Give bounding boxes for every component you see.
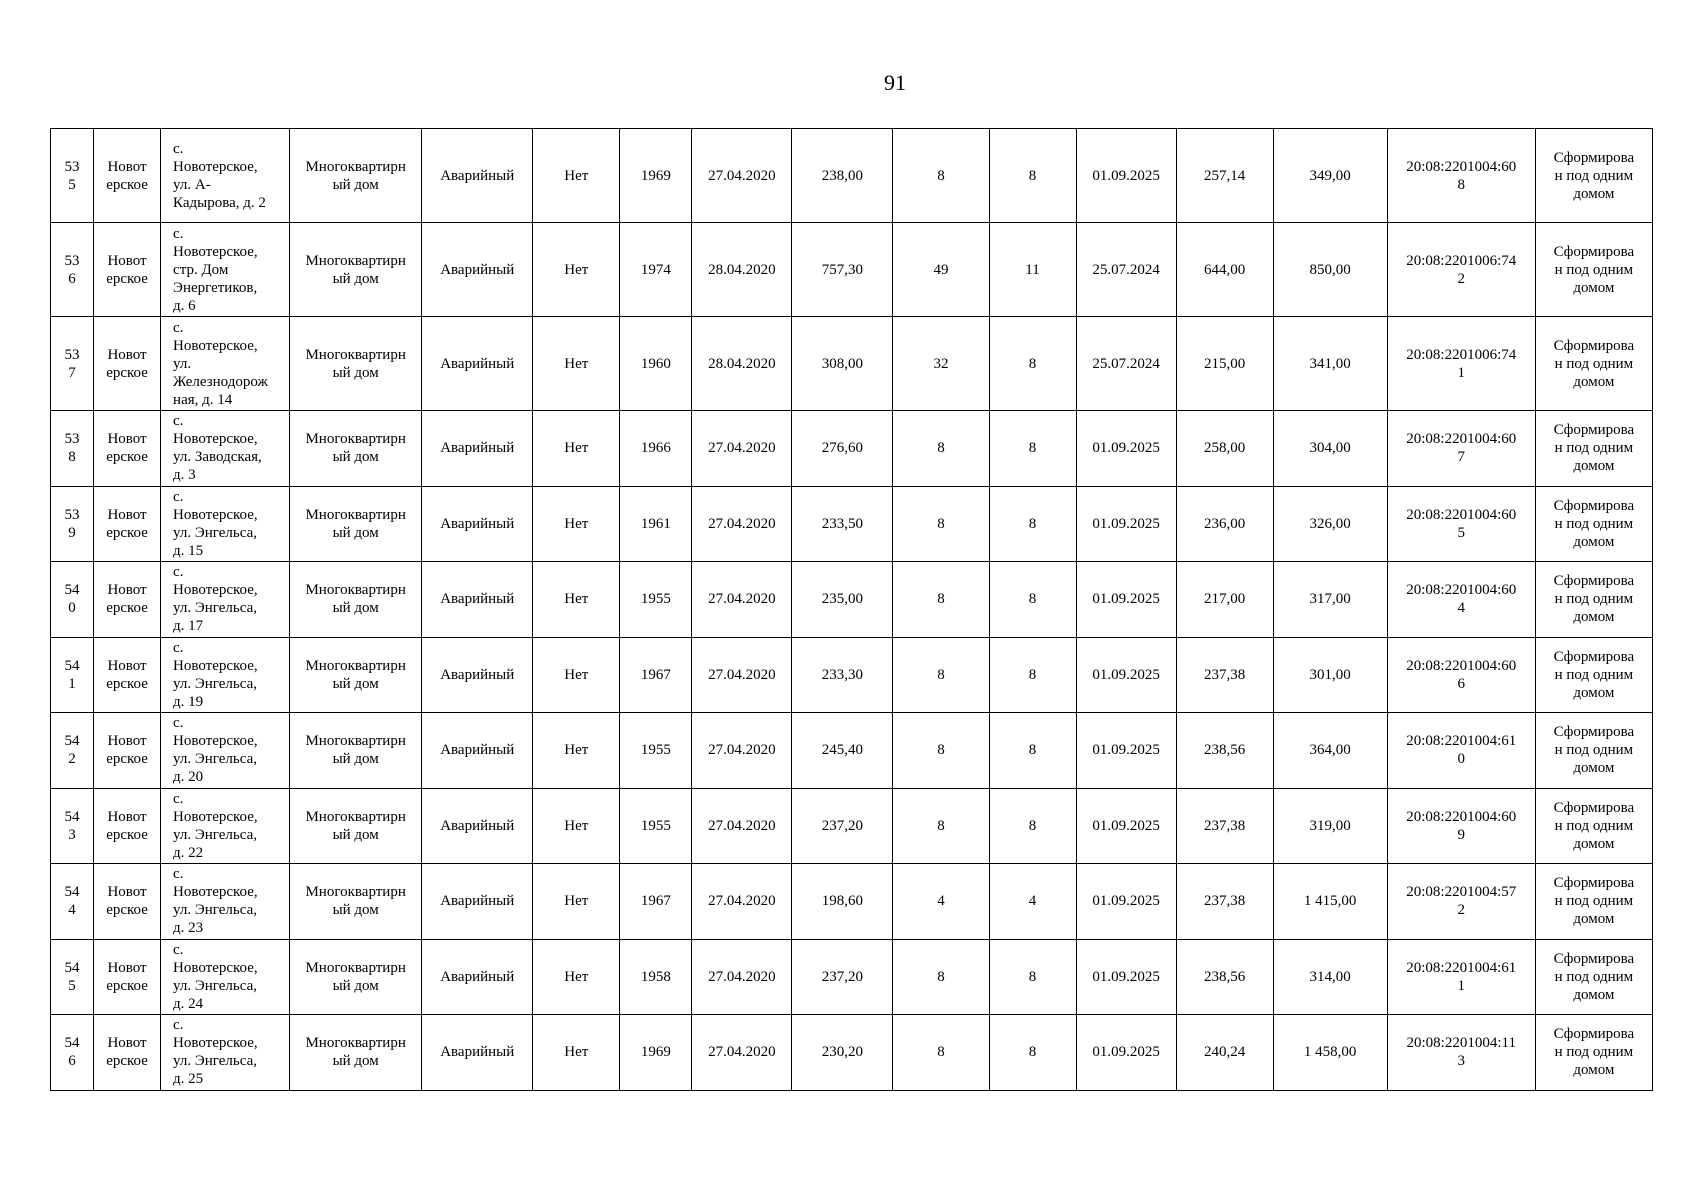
cell-resettled-area: 215,00 — [1176, 317, 1273, 411]
cell-settlement: Новот ерское — [94, 411, 161, 487]
cell-condition: Аварийный — [422, 317, 533, 411]
cell-address: с. Новотерское, ул. Энгельса, д. 25 — [161, 1015, 290, 1091]
cell-row-number: 54 4 — [51, 864, 94, 940]
cell-land-area: 1 458,00 — [1273, 1015, 1387, 1091]
cell-formation-note: Сформирова н под одним домом — [1535, 788, 1652, 864]
cell-residents: 32 — [893, 317, 989, 411]
cell-formation-note: Сформирова н под одним домом — [1535, 486, 1652, 562]
table-row — [51, 637, 1653, 713]
cell-land-area: 326,00 — [1273, 486, 1387, 562]
cell-build-year: 1966 — [620, 411, 692, 487]
cell-cadastral-number: 20:08:2201004:60 7 — [1387, 411, 1535, 487]
cell-address: с. Новотерское, стр. Дом Энергетиков, д. 6 — [161, 223, 290, 317]
cell-build-year: 1955 — [620, 562, 692, 638]
cell-formation-note: Сформирова н под одним домом — [1535, 562, 1652, 638]
cell-settlement: Новот ерское — [94, 864, 161, 940]
cell-resettled-area: 240,24 — [1176, 1015, 1273, 1091]
cell-cadastral-number: 20:08:2201006:74 1 — [1387, 317, 1535, 411]
cell-resettlement-date: 25.07.2024 — [1076, 317, 1176, 411]
cell-flag: Нет — [533, 129, 620, 223]
cell-building-type: Многоквартирн ый дом — [290, 1015, 422, 1091]
cell-area: 233,50 — [792, 486, 893, 562]
cell-flag: Нет — [533, 788, 620, 864]
cell-resettled-area: 258,00 — [1176, 411, 1273, 487]
cell-residents: 8 — [893, 129, 989, 223]
cell-building-type: Многоквартирн ый дом — [290, 223, 422, 317]
cell-settlement: Новот ерское — [94, 129, 161, 223]
cell-apartments: 8 — [989, 1015, 1076, 1091]
cell-condition: Аварийный — [422, 939, 533, 1015]
cell-condition: Аварийный — [422, 486, 533, 562]
cell-formation-note: Сформирова н под одним домом — [1535, 411, 1652, 487]
cell-area: 230,20 — [792, 1015, 893, 1091]
cell-building-type: Многоквартирн ый дом — [290, 637, 422, 713]
cell-area: 198,60 — [792, 864, 893, 940]
cell-land-area: 1 415,00 — [1273, 864, 1387, 940]
cell-settlement: Новот ерское — [94, 713, 161, 789]
cell-recognition-date: 27.04.2020 — [692, 637, 792, 713]
cell-condition: Аварийный — [422, 864, 533, 940]
cell-cadastral-number: 20:08:2201004:60 4 — [1387, 562, 1535, 638]
cell-flag: Нет — [533, 939, 620, 1015]
cell-apartments: 8 — [989, 411, 1076, 487]
cell-row-number: 53 6 — [51, 223, 94, 317]
cell-recognition-date: 28.04.2020 — [692, 223, 792, 317]
cell-build-year: 1969 — [620, 1015, 692, 1091]
cell-build-year: 1958 — [620, 939, 692, 1015]
cell-formation-note: Сформирова н под одним домом — [1535, 713, 1652, 789]
cell-area: 245,40 — [792, 713, 893, 789]
cell-building-type: Многоквартирн ый дом — [290, 788, 422, 864]
cell-build-year: 1969 — [620, 129, 692, 223]
cell-residents: 8 — [893, 1015, 989, 1091]
cell-formation-note: Сформирова н под одним домом — [1535, 317, 1652, 411]
cell-build-year: 1960 — [620, 317, 692, 411]
cell-condition: Аварийный — [422, 223, 533, 317]
cell-resettlement-date: 01.09.2025 — [1076, 411, 1176, 487]
cell-building-type: Многоквартирн ый дом — [290, 864, 422, 940]
cell-resettled-area: 237,38 — [1176, 788, 1273, 864]
cell-residents: 49 — [893, 223, 989, 317]
cell-apartments: 8 — [989, 486, 1076, 562]
cell-apartments: 8 — [989, 317, 1076, 411]
cell-area: 276,60 — [792, 411, 893, 487]
cell-address: с. Новотерское, ул. Энгельса, д. 24 — [161, 939, 290, 1015]
cell-resettlement-date: 25.07.2024 — [1076, 223, 1176, 317]
cell-apartments: 4 — [989, 864, 1076, 940]
cell-area: 757,30 — [792, 223, 893, 317]
cell-apartments: 8 — [989, 939, 1076, 1015]
cell-flag: Нет — [533, 317, 620, 411]
cell-row-number: 53 8 — [51, 411, 94, 487]
cell-recognition-date: 27.04.2020 — [692, 129, 792, 223]
cell-row-number: 54 0 — [51, 562, 94, 638]
cell-address: с. Новотерское, ул. Энгельса, д. 20 — [161, 713, 290, 789]
cell-land-area: 349,00 — [1273, 129, 1387, 223]
cell-cadastral-number: 20:08:2201004:61 1 — [1387, 939, 1535, 1015]
table-row — [51, 129, 1653, 223]
cell-apartments: 11 — [989, 223, 1076, 317]
cell-cadastral-number: 20:08:2201004:57 2 — [1387, 864, 1535, 940]
cell-flag: Нет — [533, 864, 620, 940]
cell-address: с. Новотерское, ул. Железнодорож ная, д. 14 — [161, 317, 290, 411]
cell-address: с. Новотерское, ул. Заводская, д. 3 — [161, 411, 290, 487]
cell-cadastral-number: 20:08:2201004:60 6 — [1387, 637, 1535, 713]
cell-condition: Аварийный — [422, 637, 533, 713]
cell-condition: Аварийный — [422, 713, 533, 789]
cell-residents: 8 — [893, 713, 989, 789]
cell-area: 238,00 — [792, 129, 893, 223]
cell-settlement: Новот ерское — [94, 788, 161, 864]
cell-address: с. Новотерское, ул. Энгельса, д. 15 — [161, 486, 290, 562]
cell-residents: 8 — [893, 939, 989, 1015]
cell-row-number: 53 7 — [51, 317, 94, 411]
cell-residents: 8 — [893, 562, 989, 638]
cell-cadastral-number: 20:08:2201006:74 2 — [1387, 223, 1535, 317]
cell-condition: Аварийный — [422, 788, 533, 864]
cell-building-type: Многоквартирн ый дом — [290, 486, 422, 562]
cell-residents: 4 — [893, 864, 989, 940]
cell-resettled-area: 238,56 — [1176, 713, 1273, 789]
cell-recognition-date: 27.04.2020 — [692, 864, 792, 940]
table-row — [51, 223, 1653, 317]
cell-recognition-date: 27.04.2020 — [692, 1015, 792, 1091]
cell-resettlement-date: 01.09.2025 — [1076, 864, 1176, 940]
cell-area: 237,20 — [792, 788, 893, 864]
cell-recognition-date: 27.04.2020 — [692, 486, 792, 562]
cell-recognition-date: 27.04.2020 — [692, 788, 792, 864]
cell-cadastral-number: 20:08:2201004:60 8 — [1387, 129, 1535, 223]
cell-flag: Нет — [533, 1015, 620, 1091]
cell-build-year: 1967 — [620, 637, 692, 713]
cell-flag: Нет — [533, 637, 620, 713]
cell-recognition-date: 27.04.2020 — [692, 562, 792, 638]
cell-address: с. Новотерское, ул. Энгельса, д. 17 — [161, 562, 290, 638]
cell-resettlement-date: 01.09.2025 — [1076, 939, 1176, 1015]
cell-recognition-date: 27.04.2020 — [692, 411, 792, 487]
table-row — [51, 788, 1653, 864]
cell-land-area: 850,00 — [1273, 223, 1387, 317]
cell-area: 308,00 — [792, 317, 893, 411]
cell-condition: Аварийный — [422, 129, 533, 223]
cell-apartments: 8 — [989, 562, 1076, 638]
cell-cadastral-number: 20:08:2201004:61 0 — [1387, 713, 1535, 789]
cell-area: 237,20 — [792, 939, 893, 1015]
cell-building-type: Многоквартирн ый дом — [290, 713, 422, 789]
cell-address: с. Новотерское, ул. Энгельса, д. 22 — [161, 788, 290, 864]
cell-cadastral-number: 20:08:2201004:60 5 — [1387, 486, 1535, 562]
cell-build-year: 1967 — [620, 864, 692, 940]
cell-resettlement-date: 01.09.2025 — [1076, 562, 1176, 638]
cell-row-number: 53 9 — [51, 486, 94, 562]
table-row — [51, 939, 1653, 1015]
cell-flag: Нет — [533, 562, 620, 638]
cell-building-type: Многоквартирн ый дом — [290, 939, 422, 1015]
cell-flag: Нет — [533, 411, 620, 487]
cell-flag: Нет — [533, 713, 620, 789]
cell-condition: Аварийный — [422, 562, 533, 638]
cell-formation-note: Сформирова н под одним домом — [1535, 129, 1652, 223]
cell-building-type: Многоквартирн ый дом — [290, 411, 422, 487]
cell-address: с. Новотерское, ул. Энгельса, д. 19 — [161, 637, 290, 713]
cell-formation-note: Сформирова н под одним домом — [1535, 864, 1652, 940]
cell-settlement: Новот ерское — [94, 486, 161, 562]
cell-resettlement-date: 01.09.2025 — [1076, 788, 1176, 864]
cell-area: 233,30 — [792, 637, 893, 713]
cell-land-area: 341,00 — [1273, 317, 1387, 411]
cell-row-number: 54 1 — [51, 637, 94, 713]
cell-row-number: 54 5 — [51, 939, 94, 1015]
cell-resettlement-date: 01.09.2025 — [1076, 713, 1176, 789]
cell-resettled-area: 257,14 — [1176, 129, 1273, 223]
cell-residents: 8 — [893, 411, 989, 487]
table-row — [51, 562, 1653, 638]
cell-apartments: 8 — [989, 637, 1076, 713]
cell-resettled-area: 237,38 — [1176, 637, 1273, 713]
cell-resettled-area: 644,00 — [1176, 223, 1273, 317]
table-row — [51, 411, 1653, 487]
cell-row-number: 54 3 — [51, 788, 94, 864]
cell-condition: Аварийный — [422, 1015, 533, 1091]
table-row — [51, 317, 1653, 411]
cell-address: с. Новотерское, ул. А- Кадырова, д. 2 — [161, 129, 290, 223]
cell-apartments: 8 — [989, 788, 1076, 864]
cell-residents: 8 — [893, 486, 989, 562]
cell-flag: Нет — [533, 486, 620, 562]
cell-resettled-area: 236,00 — [1176, 486, 1273, 562]
cell-resettled-area: 237,38 — [1176, 864, 1273, 940]
housing-registry-table — [50, 128, 1653, 1091]
cell-building-type: Многоквартирн ый дом — [290, 129, 422, 223]
cell-build-year: 1955 — [620, 713, 692, 789]
cell-residents: 8 — [893, 637, 989, 713]
cell-land-area: 301,00 — [1273, 637, 1387, 713]
cell-settlement: Новот ерское — [94, 637, 161, 713]
cell-row-number: 54 2 — [51, 713, 94, 789]
table-row — [51, 486, 1653, 562]
table-row — [51, 1015, 1653, 1091]
cell-settlement: Новот ерское — [94, 939, 161, 1015]
cell-land-area: 304,00 — [1273, 411, 1387, 487]
cell-settlement: Новот ерское — [94, 223, 161, 317]
cell-land-area: 317,00 — [1273, 562, 1387, 638]
cell-resettled-area: 238,56 — [1176, 939, 1273, 1015]
cell-settlement: Новот ерское — [94, 317, 161, 411]
cell-cadastral-number: 20:08:2201004:11 3 — [1387, 1015, 1535, 1091]
cell-resettled-area: 217,00 — [1176, 562, 1273, 638]
cell-land-area: 319,00 — [1273, 788, 1387, 864]
page-number: 91 — [884, 70, 906, 95]
cell-building-type: Многоквартирн ый дом — [290, 562, 422, 638]
cell-building-type: Многоквартирн ый дом — [290, 317, 422, 411]
cell-formation-note: Сформирова н под одним домом — [1535, 637, 1652, 713]
cell-row-number: 53 5 — [51, 129, 94, 223]
cell-settlement: Новот ерское — [94, 1015, 161, 1091]
cell-resettlement-date: 01.09.2025 — [1076, 1015, 1176, 1091]
cell-apartments: 8 — [989, 129, 1076, 223]
cell-formation-note: Сформирова н под одним домом — [1535, 223, 1652, 317]
cell-residents: 8 — [893, 788, 989, 864]
cell-formation-note: Сформирова н под одним домом — [1535, 1015, 1652, 1091]
table-body — [51, 129, 1653, 1091]
cell-apartments: 8 — [989, 713, 1076, 789]
table-row — [51, 713, 1653, 789]
cell-land-area: 314,00 — [1273, 939, 1387, 1015]
cell-build-year: 1955 — [620, 788, 692, 864]
cell-recognition-date: 28.04.2020 — [692, 317, 792, 411]
cell-resettlement-date: 01.09.2025 — [1076, 129, 1176, 223]
cell-build-year: 1961 — [620, 486, 692, 562]
cell-land-area: 364,00 — [1273, 713, 1387, 789]
cell-resettlement-date: 01.09.2025 — [1076, 637, 1176, 713]
cell-row-number: 54 6 — [51, 1015, 94, 1091]
cell-condition: Аварийный — [422, 411, 533, 487]
cell-build-year: 1974 — [620, 223, 692, 317]
cell-formation-note: Сформирова н под одним домом — [1535, 939, 1652, 1015]
cell-recognition-date: 27.04.2020 — [692, 713, 792, 789]
cell-recognition-date: 27.04.2020 — [692, 939, 792, 1015]
cell-area: 235,00 — [792, 562, 893, 638]
cell-flag: Нет — [533, 223, 620, 317]
cell-resettlement-date: 01.09.2025 — [1076, 486, 1176, 562]
cell-address: с. Новотерское, ул. Энгельса, д. 23 — [161, 864, 290, 940]
table-row — [51, 864, 1653, 940]
cell-cadastral-number: 20:08:2201004:60 9 — [1387, 788, 1535, 864]
cell-settlement: Новот ерское — [94, 562, 161, 638]
